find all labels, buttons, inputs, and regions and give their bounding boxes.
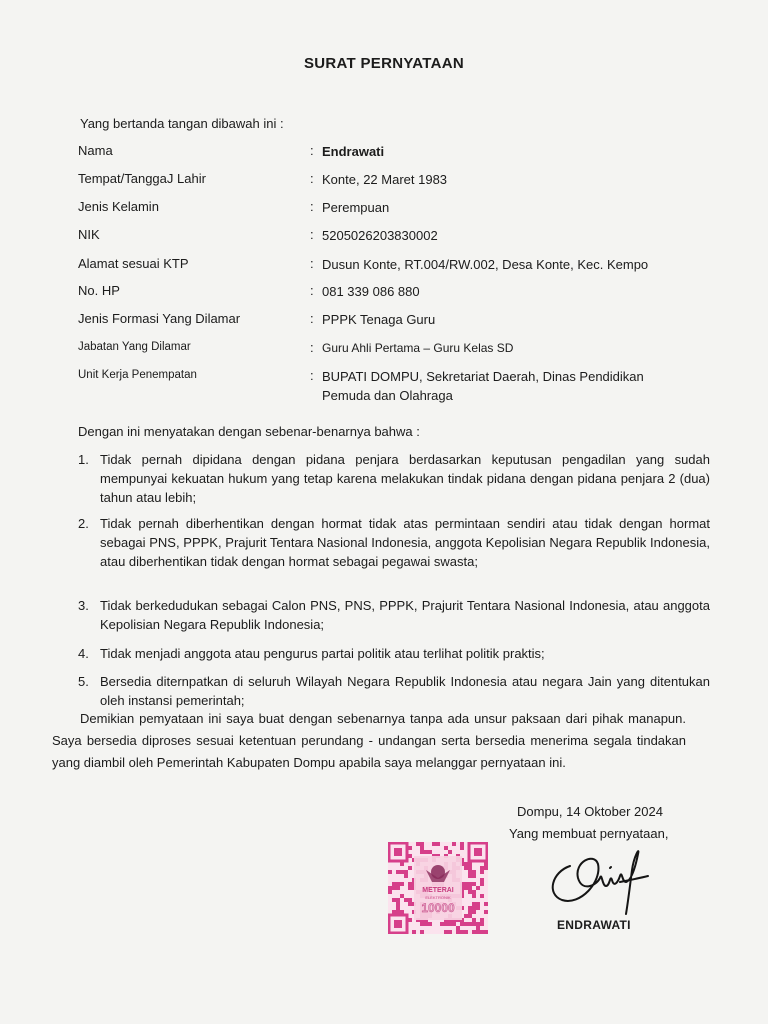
field-colon: : <box>310 256 314 271</box>
field-value: PPPK Tenaga Guru <box>322 312 436 327</box>
signature <box>540 842 652 922</box>
field-value: BUPATI DOMPU, Sekretariat Daerah, Dinas Pendidikan Pemuda dan Olahraga <box>322 369 644 403</box>
intro-text: Yang bertanda tangan dibawah ini : <box>80 116 284 131</box>
field-value: Dusun Konte, RT.004/RW.002, Desa Konte, Kec. Kempo <box>322 257 649 272</box>
field-colon: : <box>310 340 314 355</box>
field-value: Endrawati <box>322 144 385 159</box>
field-label: Unit Kerja Penempatan <box>78 369 197 381</box>
field-colon: : <box>310 143 314 158</box>
field-label: Jenis Kelamin <box>78 199 159 214</box>
signer-name: ENDRAWATI <box>557 918 631 932</box>
field-colon: : <box>310 199 314 214</box>
field-colon: : <box>310 311 314 326</box>
place-date: Dompu, 14 Oktober 2024 <box>517 804 663 819</box>
item-number: 3. <box>78 598 89 613</box>
field-label: Alamat sesuai KTP <box>78 256 189 271</box>
item-text: Bersedia diternpatkan di seluruh Wilayah Negara Republik Indonesia atau negara Jain yang ditentukan oleh instansi pemerintah; <box>100 674 710 708</box>
closing-paragraph: Demikian pemyataan ini saya buat dengan sebenarnya tanpa ada unsur paksaan dari pihak manapun. Saya bersedia diproses sesuai ketentuan perundang - undangan serta bersedia menerima segala tindakan yang diambil oleh Pemerintah Kabupaten Dompu apabila saya melanggar pernyataan ini. <box>52 711 686 770</box>
item-number: 1. <box>78 452 89 467</box>
item-text: Tidak berkedudukan sebagai Calon PNS, PNS, PPPK, Prajurit Tentara Nasional Indonesia, atau anggota Kepolisian Negara Republik Indonesia; <box>100 598 710 632</box>
meterai-icon <box>388 842 488 934</box>
field-label: NIK <box>78 227 100 242</box>
field-label: Jabatan Yang Dilamar <box>78 341 191 353</box>
meterai-amount: 10000 <box>421 901 455 915</box>
field-colon: : <box>310 283 314 298</box>
field-value: 5205026203830002 <box>322 228 438 243</box>
meterai-stamp <box>388 842 488 934</box>
field-value: Guru Ahli Pertama – Guru Kelas SD <box>322 341 514 355</box>
item-number: 4. <box>78 646 89 661</box>
meterai-sub: ELEKTRONIK <box>425 895 451 900</box>
field-label: Nama <box>78 143 113 158</box>
item-text: Tidak pernah diberhentikan dengan hormat tidak atas permintaan sendiri atau tidak dengan hormat sebagai PNS, PPPK, Prajurit Tentara Nasional Indonesia, anggota Kepolisian Negara Republik Indonesia, atau diberhentikan tidak dengan hormat sebagai pegawai swasta; <box>100 516 710 569</box>
field-colon: : <box>310 227 314 242</box>
field-colon: : <box>310 368 314 383</box>
item-text: Tidak pernah dipidana dengan pidana penjara berdasarkan keputusan pengadilan yang sudah mempunyai kekuatan hukum yang tetap karena melakukan tindak pidana dengan pidana penjara 2 (dua) tahun atau lebih; <box>100 452 710 505</box>
field-label: Tempat/TanggaJ Lahir <box>78 171 206 186</box>
item-number: 2. <box>78 516 89 531</box>
statement-intro: Dengan ini menyatakan dengan sebenar-benarnya bahwa : <box>78 424 420 439</box>
field-label: No. HP <box>78 283 120 298</box>
item-text: Tidak menjadi anggota atau pengurus partai politik atau terlihat politik praktis; <box>100 646 545 661</box>
field-label: Jenis Formasi Yang Dilamar <box>78 311 241 326</box>
field-colon: : <box>310 171 314 186</box>
signature-icon <box>540 842 652 922</box>
field-value: Konte, 22 Maret 1983 <box>322 172 448 187</box>
document-title: SURAT PERNYATAAN <box>303 55 465 72</box>
meterai-word: METERAI <box>422 887 454 894</box>
item-number: 5. <box>78 674 89 689</box>
field-value: Perempuan <box>322 200 390 215</box>
field-value: 081 339 086 880 <box>322 284 420 299</box>
signer-label: Yang membuat pernyataan, <box>509 826 669 841</box>
